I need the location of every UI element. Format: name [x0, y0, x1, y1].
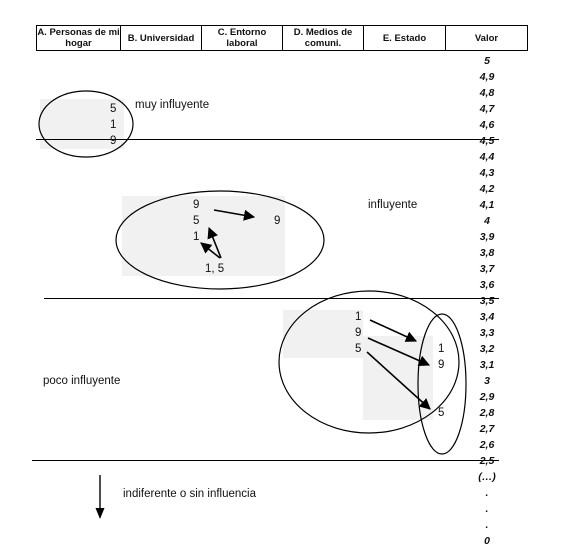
header-col-c: C. Entorno laboral — [202, 26, 283, 50]
scale-value: 2,6 — [479, 439, 495, 451]
scale-value: . — [485, 487, 489, 499]
scale-value: 3,9 — [479, 231, 495, 243]
group-d-value-9: 9 — [355, 327, 362, 339]
group-a-value-5: 5 — [110, 103, 117, 115]
group-d-value-5: 5 — [355, 343, 362, 355]
scale-value: 3,5 — [479, 295, 495, 307]
group-d-value-1: 1 — [355, 311, 362, 323]
scale-value: 2,5 — [479, 455, 495, 467]
scale-value: 4,1 — [479, 199, 495, 211]
scale-value: 4,5 — [479, 135, 495, 147]
header-col-d: D. Medios de comuni. — [283, 26, 364, 50]
scale-value: 0 — [484, 535, 490, 547]
scale-value: 4,8 — [479, 87, 495, 99]
group-e-value-9: 9 — [438, 359, 445, 371]
scale-value: . — [485, 503, 489, 515]
scale-value: 3,2 — [479, 343, 495, 355]
scale-value: 3,1 — [479, 359, 495, 371]
scale-value: 4,3 — [479, 167, 495, 179]
scale-value: 4,9 — [479, 71, 495, 83]
header-col-e: E. Estado — [364, 26, 446, 50]
scale-value: 3,6 — [479, 279, 495, 291]
group-e-value-5: 5 — [438, 407, 445, 419]
label-influyente: influyente — [368, 199, 418, 211]
header-col-valor: Valor — [474, 32, 499, 44]
scale-value: 2,9 — [479, 391, 495, 403]
scale-value: 3,8 — [479, 247, 495, 259]
scale-value: 2,7 — [479, 423, 495, 435]
group-c-target-9: 9 — [274, 215, 281, 227]
scale-value: 3,4 — [479, 311, 495, 323]
group-a-value-9: 9 — [110, 135, 117, 147]
label-muy-influyente: muy influyente — [135, 99, 210, 111]
group-b-value-5: 5 — [193, 215, 200, 227]
scale-value: 5 — [484, 55, 490, 67]
scale-value: . — [485, 519, 489, 531]
scale-value: 4,6 — [479, 119, 495, 131]
group-b-value-9: 9 — [193, 199, 200, 211]
group-b-value-1: 1 — [193, 231, 200, 243]
group-a-value-1: 1 — [110, 119, 117, 131]
scale-value: (…) — [478, 471, 496, 483]
scale-value: 2,8 — [479, 407, 495, 419]
scale-value: 3,7 — [479, 263, 495, 275]
group-b-value-1-5: 1, 5 — [205, 263, 225, 275]
scale-value: 4,2 — [479, 183, 495, 195]
label-poco-influyente: poco influyente — [43, 375, 121, 387]
scale-value: 3,3 — [479, 327, 495, 339]
scale-value: 3 — [484, 375, 490, 387]
scale-value: 4,7 — [479, 103, 495, 115]
scale-value: 4,4 — [479, 151, 495, 163]
header-col-b: B. Universidad — [121, 26, 202, 50]
scale-value: 4 — [484, 215, 490, 227]
label-indiferente: indiferente o sin influencia — [123, 488, 256, 500]
group-e-value-1: 1 — [438, 343, 445, 355]
header-col-a: A. Personas de mi hogar — [37, 27, 120, 49]
